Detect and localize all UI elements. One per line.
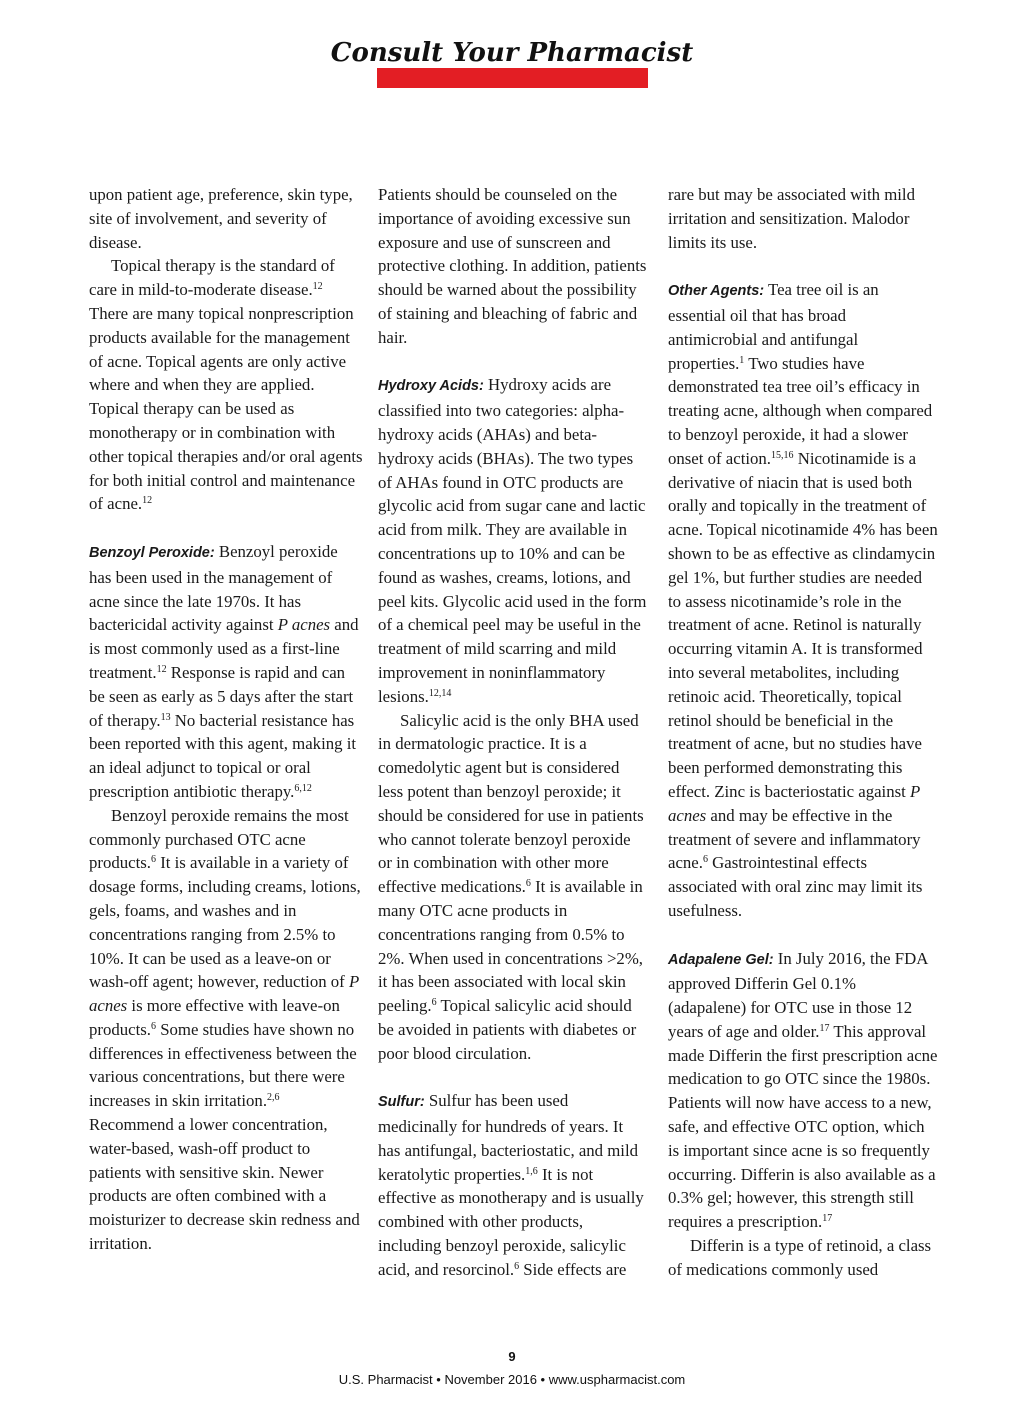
- paragraph: upon patient age, preference, skin type, site of involvement, and severity of disease.: [89, 185, 353, 252]
- page-number: 9: [508, 1349, 516, 1364]
- section-heading-adapalene-gel: Adapalene Gel:: [668, 951, 774, 968]
- page-header-title: Consult Your Pharmacist: [330, 38, 694, 68]
- reference: 2,6: [267, 1092, 280, 1104]
- section-heading-hydroxy-acids: Hydroxy Acids:: [378, 378, 484, 395]
- paragraph: Patients should be counseled on the importance of avoiding excessive sun exposure and use of sunscreen and protective clothing. In addition, patients should be warned about the possibility of staining and bleaching of fabric and hair.: [378, 185, 647, 347]
- reference: 12: [312, 281, 323, 293]
- header-accent-bar: [377, 68, 648, 88]
- reference: 6: [431, 997, 437, 1009]
- paragraph: rare but may be associated with mild irritation and sensitization. Malodor limits its use.: [668, 185, 915, 252]
- reference: 6: [525, 878, 531, 890]
- reference: 6: [514, 1260, 520, 1272]
- reference: 12: [156, 663, 167, 675]
- reference: 17: [819, 1022, 830, 1034]
- footer-publication-line: U.S. Pharmacist • November 2016 • www.uspharmacist.com: [338, 1372, 686, 1387]
- text-column-3: [668, 183, 938, 1282]
- section-heading-other-agents: Other Agents:: [668, 283, 765, 300]
- paragraph: Sulfur: Sulfur has been used medicinally for hundreds of years. It has antifungal, bacteriostatic, and mild keratolytic properties.$^{1,6}$ It is not effective as monotherapy and is usually combined with other products, including benzoyl peroxide, salicylic acid, and resorcinol.$^6$ Side effects are: [378, 1091, 644, 1279]
- paragraph: Topical therapy is the standard of care in mild-to-moderate disease.$^{12}$ There are many topical nonprescription products available for the management of acne. Topical agents are only active where and when they are applied. Topical therapy can be used as monotherapy or in combination with other topical therapies and/or oral agents for both initial control and maintenance of acne.$^{12}$: [89, 256, 363, 514]
- reference: 6: [702, 854, 708, 866]
- paragraph: Other Agents: Tea tree oil is an essential oil that has broad antimicrobial and antifungal properties.$^1$ Two studies have demonstrated tea tree oil’s efficacy in treating acne, although when compared to benzoyl peroxide, it had a slower onset of action.$^{15,16}$ Nicotinamide is a derivative of niacin that is used both orally and topically in the treatment of acne. Topical nicotinamide 4% has been shown to be as effective as clindamycin gel 1%, but further studies are needed to assess nicotinamide’s role in the treatment of acne. Retinol is naturally occurring vitamin A. It is transformed into several metabolites, including retinoic acid. Theoretically, topical retinol should be beneficial in the treatment of acne, but no studies have been performed demonstrating this effect. Zinc is bacteriostatic against P acnes and may be effective in the treatment of severe and inflammatory acne.$^6$ Gastrointestinal effects associated with oral zinc may limit its usefulness.: [668, 280, 938, 920]
- paragraph: Adapalene Gel: In July 2016, the FDA approved Differin Gel 0.1% (adapalene) for OTC use in those 12 years of age and older.$^{17}$ This approval made Differin the first prescription acne medication to go OTC since the 1980s. Patients will now have access to a new, safe, and effective OTC option, which is important since acne is so frequently occurring. Differin is also available as a 0.3% gel; however, this strength still requires a prescription.$^{17}$: [668, 948, 938, 1232]
- reference: 15,16: [771, 449, 794, 461]
- reference: 12: [142, 495, 153, 507]
- paragraph: Benzoyl peroxide remains the most commonly purchased OTC acne products.$^6$ It is available in a variety of dosage forms, including creams, lotions, gels, foams, and washes and in concentrations ranging from 2.5% to 10%. It can be used as a leave-on or wash-off agent; however, reduction of P acnes is more effective with leave-on products.$^6$ Some studies have shown no differences in effectiveness between the various concentrations, but there were increases in skin irritation.$^{2,6}$ Recommend a lower concentration, water-based, wash-off product to patients with sensitive skin. Newer products are often combined with a moisturizer to decrease skin redness and irritation.: [89, 805, 361, 1254]
- section-heading-benzoyl-peroxide: Benzoyl Peroxide:: [89, 544, 215, 561]
- reference: 6,12: [294, 782, 312, 794]
- reference: 1,6: [525, 1165, 538, 1177]
- paragraph: Benzoyl Peroxide: Benzoyl peroxide has been used in the management of acne since the late 1970s. It has bactericidal activity against P acnes and is most commonly used as a first-line treatment.$^{12}$ Response is rapid and can be seen as early as 5 days after the start of therapy.$^{13}$ No bacterial resistance has been reported with this agent, making it an ideal adjunct to topical or oral prescription antibiotic therapy.$^{6,12}$: [89, 541, 359, 801]
- reference: 12,14: [428, 687, 452, 699]
- section-heading-sulfur: Sulfur:: [378, 1094, 425, 1111]
- reference: 17: [822, 1213, 833, 1225]
- paragraph: Differin is a type of retinoid, a class of medications commonly used: [668, 1236, 932, 1279]
- paragraph: Salicylic acid is the only BHA used in dermatologic practice. It is a comedolytic agent but is considered less potent than benzoyl peroxide; it should be considered for use in patients who cannot tolerate benzoyl peroxide or in combination with other more effective medications.$^6$ It is available in many OTC acne products in concentrations ranging from 0.5% to 2%. When used in concentrations >2%, it has been associated with local skin peeling.$^6$ Topical salicylic acid should be avoided in patients with diabetes or poor blood circulation.: [378, 710, 644, 1063]
- reference: 13: [160, 711, 171, 723]
- paragraph: Hydroxy Acids: Hydroxy acids are classified into two categories: alpha-hydroxy acids (AHAs) and beta-hydroxy acids (BHAs). The two types of AHAs found in OTC products are glycolic acid from sugar cane and lactic acid from milk. They are available in concentrations up to 10% and can be found as washes, creams, lotions, and peel kits. Glycolic acid used in the form of a chemical peel may be useful in the treatment of mild scarring and mild improvement in noninflammatory lesions.$^{12,14}$: [378, 375, 647, 706]
- text-column-2: [378, 183, 648, 1282]
- reference: 6: [151, 854, 156, 866]
- text-column-1: [89, 183, 364, 1256]
- reference: 1: [739, 354, 745, 366]
- reference: 6: [151, 1020, 156, 1032]
